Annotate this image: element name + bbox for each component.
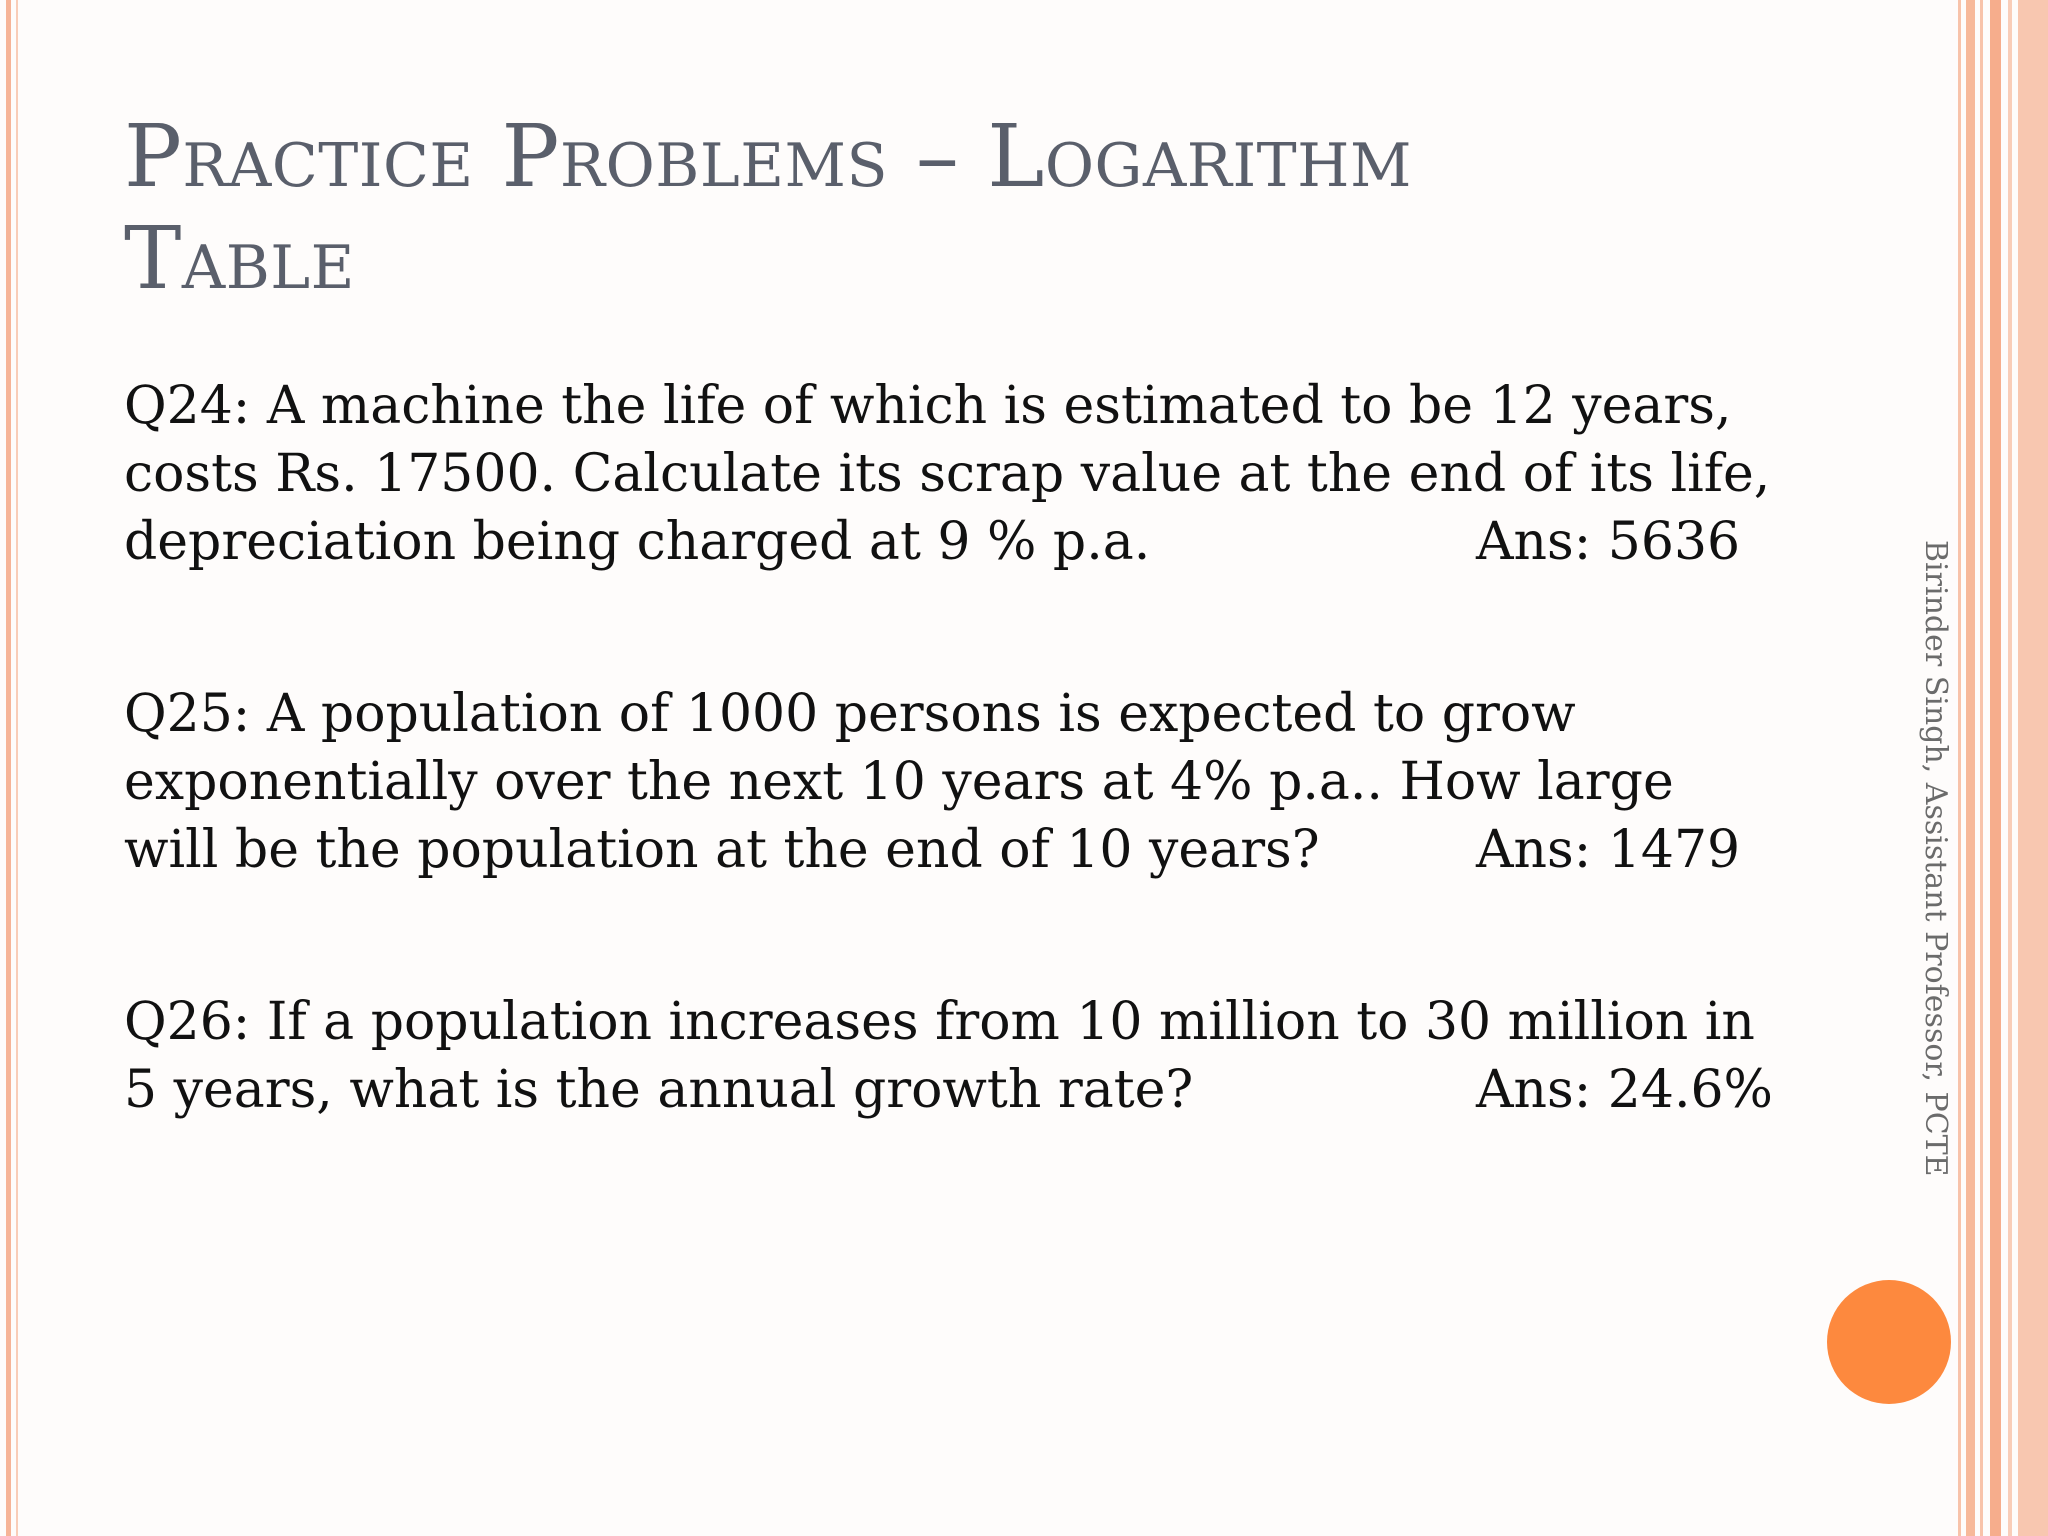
right-border-stripe-thin-3 xyxy=(2008,0,2012,1536)
right-border-stripe xyxy=(1966,0,1975,1536)
problem-line: will be the population at the end of 10 years? xyxy=(124,820,1320,880)
problem-line: Q25: A population of 1000 persons is expected to grow xyxy=(124,684,1576,744)
right-border-stripe-edge xyxy=(2018,0,2048,1536)
left-border-stripe-thin xyxy=(16,0,18,1536)
answer-q25: Ans: 1479 xyxy=(1476,820,1741,880)
slide-title xyxy=(124,106,1724,310)
answer-q26: Ans: 24.6% xyxy=(1476,1060,1773,1120)
problem-q24 xyxy=(124,372,1784,576)
right-border-stripe-wide xyxy=(1990,0,2001,1536)
title-line-2: Table xyxy=(124,209,355,309)
problem-line: 5 years, what is the annual growth rate? xyxy=(124,1060,1194,1120)
orange-circle-decoration xyxy=(1827,1280,1951,1404)
right-border-stripe-thin xyxy=(1958,0,1961,1536)
left-border-stripe xyxy=(6,0,11,1536)
problem-line: exponentially over the next 10 years at 4% p.a.. How large xyxy=(124,752,1674,812)
problem-line: costs Rs. 17500. Calculate its scrap value at the end of its life, xyxy=(124,444,1771,504)
problem-line: Q24: A machine the life of which is estimated to be 12 years, xyxy=(124,376,1732,436)
author-footer: Birinder Singh, Assistant Professor, PCTE xyxy=(1918,540,1953,1177)
problem-line: Q26: If a population increases from 10 million to 30 million in xyxy=(124,992,1755,1052)
problem-q26 xyxy=(124,988,1784,1124)
problem-line: depreciation being charged at 9 % p.a. xyxy=(124,512,1151,572)
title-line-1: Practice Problems – Logarithm xyxy=(124,107,1412,207)
problem-q25 xyxy=(124,680,1784,884)
right-border-stripe-thin-2 xyxy=(1980,0,1983,1536)
answer-q24: Ans: 5636 xyxy=(1476,512,1741,572)
